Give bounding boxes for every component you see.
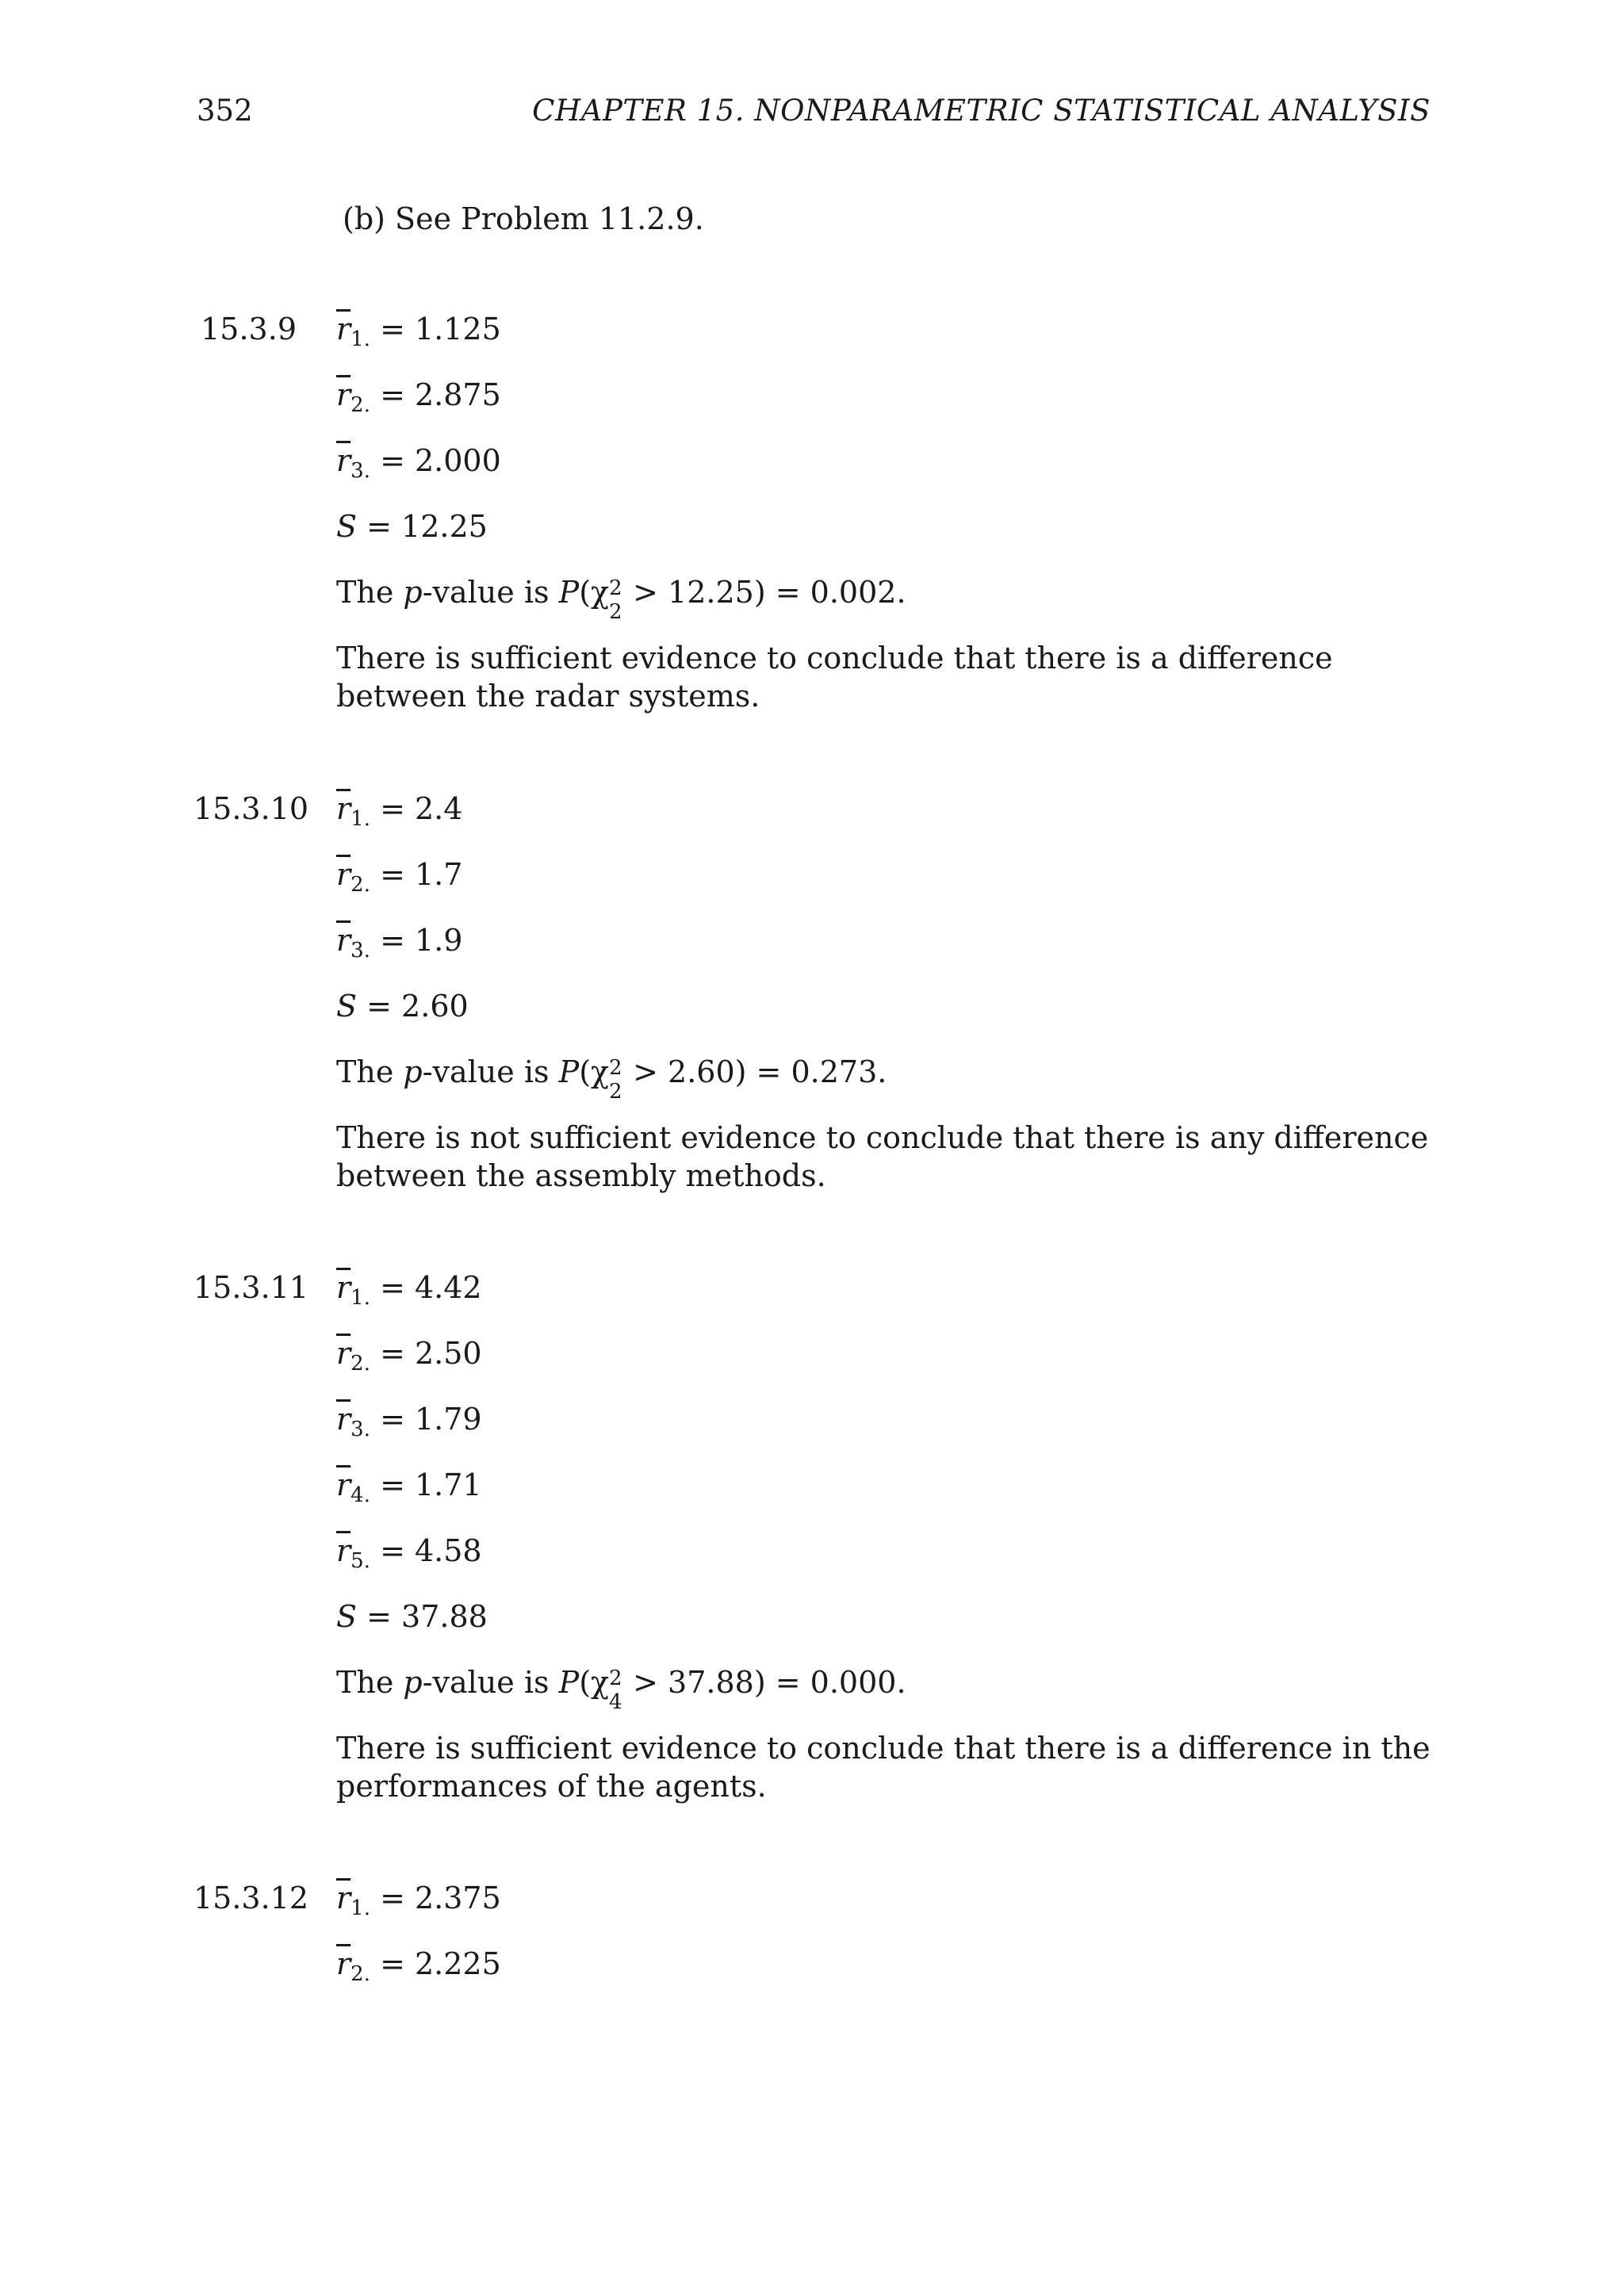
rbar-line: $\overline{r}_{3.} = 1.79$ <box>336 1402 482 1441</box>
rbar-line: $\overline{r}_{3.} = 1.9$ <box>336 923 463 962</box>
problem-label-15-3-9: 15.3.9 <box>201 312 297 346</box>
conclusion-text: There is sufficient evidence to conclude that there is a difference between the radar systems. <box>336 641 1333 714</box>
s-statistic-line: S = 12.25 <box>336 509 488 544</box>
rbar-line: $\overline{r}_{3.} = 2.000$ <box>336 443 501 483</box>
page-number: 352 <box>197 94 253 128</box>
page-header <box>197 94 1431 138</box>
rbar-line: $\overline{r}_{2.} = 1.7$ <box>336 857 463 897</box>
rbar-line: $\overline{r}_{1.} = 2.4$ <box>336 791 463 831</box>
rbar-line: $\overline{r}_{5.} = 4.58$ <box>336 1533 482 1573</box>
s-statistic-line: S = 37.88 <box>336 1599 488 1634</box>
s-statistic-line: S = 2.60 <box>336 989 469 1024</box>
problem-label-15-3-12: 15.3.12 <box>193 1881 309 1915</box>
rbar-line: $\overline{r}_{2.} = 2.50$ <box>336 1336 482 1376</box>
rbar-line: $\overline{r}_{1.} = 1.125$ <box>336 312 501 351</box>
intro-line: (b) See Problem 11.2.9. <box>343 201 704 236</box>
rbar-line: $\overline{r}_{4.} = 1.71$ <box>336 1468 482 1507</box>
rbar-line: $\overline{r}_{1.} = 4.42$ <box>336 1270 482 1310</box>
running-head: CHAPTER 15. NONPARAMETRIC STATISTICAL ANALYSIS <box>532 94 1431 128</box>
problem-label-15-3-11: 15.3.11 <box>193 1270 309 1305</box>
conclusion-text: There is sufficient evidence to conclude that there is a difference in the performances of the agents. <box>336 1731 1431 1804</box>
rbar-line: $\overline{r}_{1.} = 2.375$ <box>336 1881 501 1920</box>
p-value-line: The p-value is P(χ 2 2 > 2.60) = 0.273. <box>336 1054 887 1104</box>
rbar-line: $\overline{r}_{2.} = 2.225$ <box>336 1946 501 1986</box>
p-value-line: The p-value is P(χ 2 2 > 12.25) = 0.002. <box>336 575 906 624</box>
problem-label-15-3-10: 15.3.10 <box>193 791 309 826</box>
p-value-line: The p-value is P(χ 2 4 > 37.88) = 0.000. <box>336 1665 906 1714</box>
conclusion-text: There is not sufficient evidence to conclude that there is any difference between the assembly methods. <box>336 1120 1429 1193</box>
rbar-line: $\overline{r}_{2.} = 2.875$ <box>336 377 501 417</box>
